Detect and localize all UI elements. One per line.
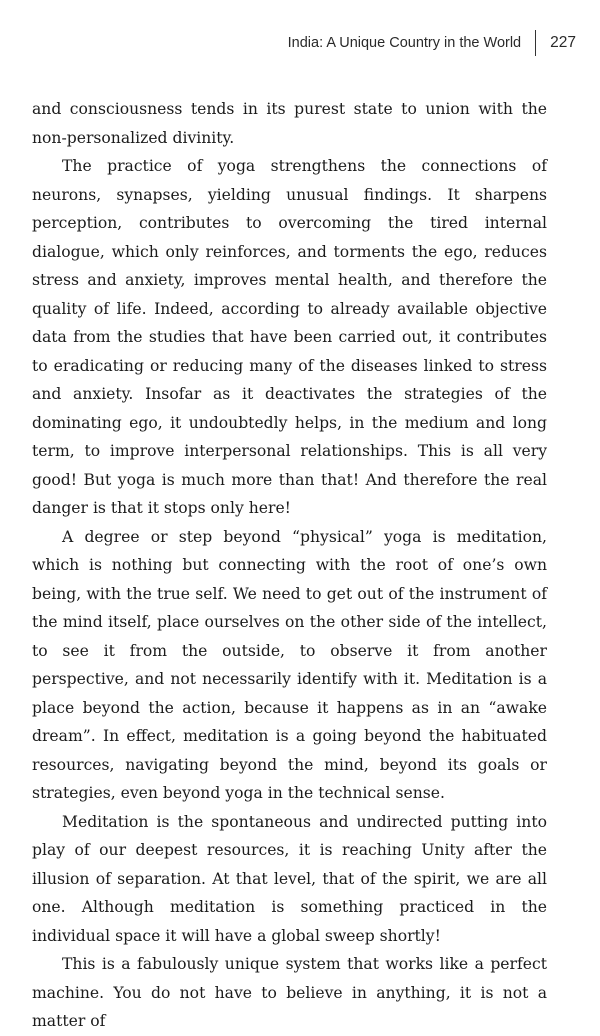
header-divider [535, 30, 536, 56]
paragraph-yoga-practice: The practice of yoga strengthens the connections of neurons, synapses, yielding unusual findings. It sharpens perception, contributes to overcoming the tired internal dialogue, which only reinforces, and torments the ego, reduces stress and anxiety, improves mental health, and therefore the quality of life. Indeed, according to already available objective data from the studies that have been carried out, it contributes to eradicating or reducing many of the diseases linked to stress and anxiety. Insofar as it deactivates the strategies of the dominating ego, it undoubtedly helps, in the medium and long term, to improve interpersonal relationships. This is all very good! But yoga is much more than that! And therefore the real danger is that it stops only here! [32, 157, 547, 517]
paragraph-meditation-unity: Meditation is the spontaneous and undirected putting into play of our deepest resources, it is reaching Unity after the illusion of separation. At that level, that of the spirit, we are all one. Although meditation is something practiced in the individual space it will have a global sweep shortly! [32, 812, 547, 945]
page-number: 227 [550, 34, 576, 51]
paragraph-meditation-step: A degree or step beyond “physical” yoga is meditation, which is nothing but connecting with the root of one’s own being, with the true self. We need to get out of the instrument of the mind itself, place ourselves on the other side of the intellect, to see it from the outside, to observe it from another perspective, and not necessarily identify with it. Meditation is a place beyond the action, because it happens as in an “awake dream”. In effect, meditation is a going beyond the habituated resources, navigating beyond the mind, beyond its goals or strategies, even beyond yoga in the technical sense. [32, 527, 547, 802]
running-header [288, 30, 576, 56]
body-text [32, 95, 547, 1036]
paragraph-continued: and consciousness tends in its purest state to union with the non-personalized divinity. [32, 100, 547, 147]
paragraph-unique-system: This is a fabulously unique system that works like a perfect machine. You do not have to believe in anything, it is not a matter of [32, 955, 547, 1030]
running-title: India: A Unique Country in the World [287, 35, 522, 51]
